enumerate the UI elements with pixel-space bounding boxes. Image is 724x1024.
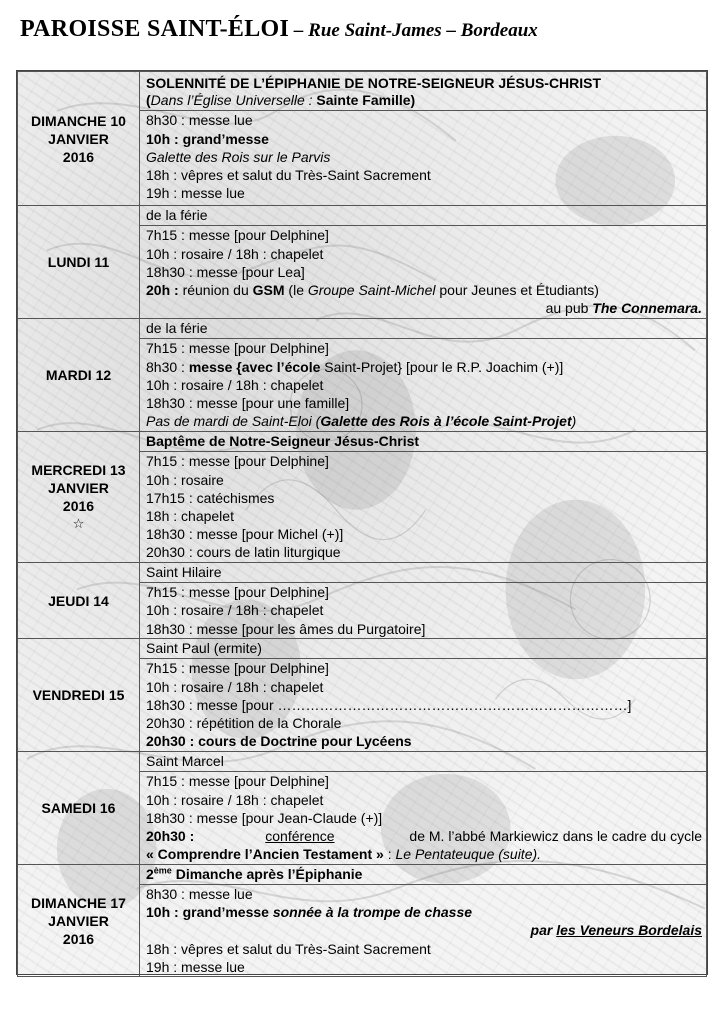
conference-label: conférence <box>265 828 335 845</box>
day-month: JANVIER <box>48 130 109 147</box>
feast-line: SOLENNITÉ DE L’ÉPIPHANIE DE NOTRE-SEIGNEUR JÉSUS-CHRIST <box>146 75 602 92</box>
page-header <box>20 16 710 50</box>
feast-text: Dimanche après l’Épiphanie <box>171 866 363 882</box>
schedule-line: 10h : rosaire / 18h : chapelet <box>146 678 324 695</box>
day-content-cell <box>140 319 707 432</box>
schedule-line: Galette des Rois sur le Parvis <box>146 148 331 165</box>
feast-bold: Sainte Famille) <box>316 92 416 109</box>
feast-number: 2 <box>146 866 154 882</box>
weekly-schedule-table <box>17 71 707 977</box>
schedule-line: 10h : rosaire / 18h : chapelet <box>146 791 324 808</box>
schedule-line <box>146 921 702 939</box>
schedule-line: 7h15 : messe [pour Delphine] <box>146 773 329 790</box>
schedule-line: 18h30 : messe [pour Jean-Claude (+)] <box>146 809 383 826</box>
schedule-line: 7h15 : messe [pour Delphine] <box>146 584 329 601</box>
text-part: pour Jeunes et Étudiants) <box>435 282 599 299</box>
day-row <box>18 639 707 752</box>
schedule-sheet <box>16 70 708 975</box>
feast-title: Saint Paul (ermite) <box>140 639 706 659</box>
hunters-name: les Veneurs Bordelais <box>556 922 702 939</box>
text-part: ) <box>571 413 577 430</box>
schedule-line <box>146 845 702 863</box>
text-bold: Galette des Rois à l’école Saint-Projet <box>320 413 572 430</box>
day-label: LUNDI 11 <box>47 254 110 270</box>
schedule-line: 20h30 : répétition de la Chorale <box>146 715 342 732</box>
text-part: 8h30 : <box>146 358 189 375</box>
schedule-line: 19h : messe lue <box>146 958 245 975</box>
time-bold: 10h : grand’messe <box>146 904 273 921</box>
feast-title: de la férie <box>140 319 706 339</box>
day-row <box>18 865 707 977</box>
day-label: JEUDI 14 <box>48 592 109 609</box>
gsm-abbrev: GSM <box>252 282 285 299</box>
schedule-line: 10h : rosaire <box>146 471 224 488</box>
text-part: Pas de mardi de Saint-Eloi ( <box>146 413 321 430</box>
schedule-line: 17h15 : catéchismes <box>146 489 275 506</box>
schedule-line: 18h30 : messe [pour une famille] <box>146 395 350 412</box>
schedule-line: 8h30 : messe lue <box>146 886 253 902</box>
feast-title <box>140 865 706 885</box>
day-label-cell <box>18 752 140 865</box>
day-row <box>18 432 707 563</box>
schedule-line: 18h : vêpres et salut du Très-Saint Sacrement <box>146 940 431 957</box>
day-row <box>18 206 707 319</box>
day-year: 2016 <box>62 148 95 165</box>
feast-title: de la férie <box>140 206 706 226</box>
feast-title: Saint Marcel <box>140 752 706 772</box>
schedule-line: 8h30 : messe lue <box>146 112 253 129</box>
day-label-cell <box>18 865 140 977</box>
feast-ordinal: ème <box>153 865 172 876</box>
gsm-name: Groupe Saint-Michel <box>307 282 436 299</box>
day-content-cell <box>140 865 707 977</box>
day-month: JANVIER <box>48 480 109 496</box>
day-label-cell <box>18 72 140 206</box>
day-label: DIMANCHE 17 <box>31 894 126 911</box>
schedule-line: 18h30 : messe [pour les âmes du Purgatoire] <box>146 620 426 637</box>
day-content-cell <box>140 563 707 639</box>
day-label: MERCREDI 13 <box>31 462 126 478</box>
cycle-title: « Comprendre l’Ancien Testament » <box>146 846 384 863</box>
day-content-cell <box>140 206 707 319</box>
schedule-line <box>146 358 702 376</box>
text-part: : <box>383 846 396 863</box>
schedule-line: 7h15 : messe [pour Delphine] <box>146 340 329 357</box>
schedule-line: 10h : rosaire / 18h : chapelet <box>146 245 324 262</box>
schedule-line: 7h15 : messe [pour Delphine] <box>146 227 329 244</box>
feast-title: Baptême de Notre-Seigneur Jésus-Christ <box>140 432 706 452</box>
pub-name: The Connemara. <box>592 300 702 317</box>
day-label-cell <box>18 206 140 319</box>
day-row <box>18 72 707 206</box>
day-row <box>18 563 707 639</box>
day-year: 2016 <box>62 930 95 947</box>
day-label: SAMEDI 16 <box>41 800 116 816</box>
time-bold: 20h : <box>146 282 179 299</box>
text-bold-italic: sonnée à la trompe de chasse <box>272 904 473 921</box>
day-row <box>18 752 707 865</box>
parish-title: PAROISSE SAINT-ÉLOI <box>20 16 290 42</box>
feast-title <box>140 74 706 111</box>
schedule-line: 20h30 : cours de latin liturgique <box>146 544 341 561</box>
feast-title: Saint Hilaire <box>140 563 706 583</box>
day-content-cell <box>140 432 707 563</box>
schedule-line: 7h15 : messe [pour Delphine] <box>146 453 329 470</box>
day-label-cell <box>18 432 140 563</box>
text-bold: messe {avec l’école <box>188 358 321 375</box>
schedule-line <box>146 281 702 299</box>
schedule-line: 18h30 : messe [pour Michel (+)] <box>146 526 344 543</box>
schedule-line: 18h30 : messe [pour …………………………………………………………………] <box>146 696 632 713</box>
text-part: de M. l’abbé Markiewicz dans le cadre du cycle <box>405 828 702 845</box>
cycle-topic: Le Pentateuque (suite). <box>395 846 542 863</box>
parish-address: – Rue Saint-James – Bordeaux <box>289 20 538 41</box>
day-year: 2016 <box>62 498 95 514</box>
day-row <box>18 319 707 432</box>
day-label-cell <box>18 639 140 752</box>
schedule-line: 10h : rosaire / 18h : chapelet <box>146 602 324 619</box>
schedule-line: 10h : rosaire / 18h : chapelet <box>146 376 324 393</box>
schedule-line: 7h15 : messe [pour Delphine] <box>146 660 329 677</box>
schedule-line: 18h : chapelet <box>146 508 234 524</box>
schedule-line <box>146 903 702 921</box>
day-content-cell <box>140 752 707 865</box>
schedule-line <box>146 299 702 317</box>
schedule-line <box>146 827 702 845</box>
day-content-cell <box>140 639 707 752</box>
schedule-line: 20h30 : cours de Doctrine pour Lycéens <box>146 733 412 750</box>
schedule-line: 19h : messe lue <box>146 185 245 202</box>
day-label-cell <box>18 319 140 432</box>
star-icon: ☆ <box>72 516 85 531</box>
text-part: Saint-Projet} [pour le R.P. Joachim (+)] <box>320 358 564 375</box>
feast-line <box>146 92 702 109</box>
schedule-line: 18h : vêpres et salut du Très-Saint Sacrement <box>146 167 431 184</box>
time-bold: 20h30 : <box>146 828 195 845</box>
schedule-line: 18h30 : messe [pour Lea] <box>146 263 305 280</box>
schedule-line <box>146 412 702 430</box>
text-part: réunion du <box>178 282 253 299</box>
day-label: VENDREDI 15 <box>32 687 125 703</box>
day-label: DIMANCHE 10 <box>31 112 126 129</box>
day-content-cell <box>140 72 707 206</box>
feast-paren: ( <box>146 92 151 109</box>
feast-italic: Dans l’Église Universelle : <box>150 92 317 109</box>
text-part: au pub <box>545 300 593 317</box>
text-part: par <box>530 922 557 939</box>
day-label-cell <box>18 563 140 639</box>
day-label: MARDI 12 <box>45 367 112 383</box>
schedule-line: 10h : grand’messe <box>146 130 269 147</box>
day-month: JANVIER <box>48 912 109 929</box>
text-part: (le <box>284 282 308 299</box>
